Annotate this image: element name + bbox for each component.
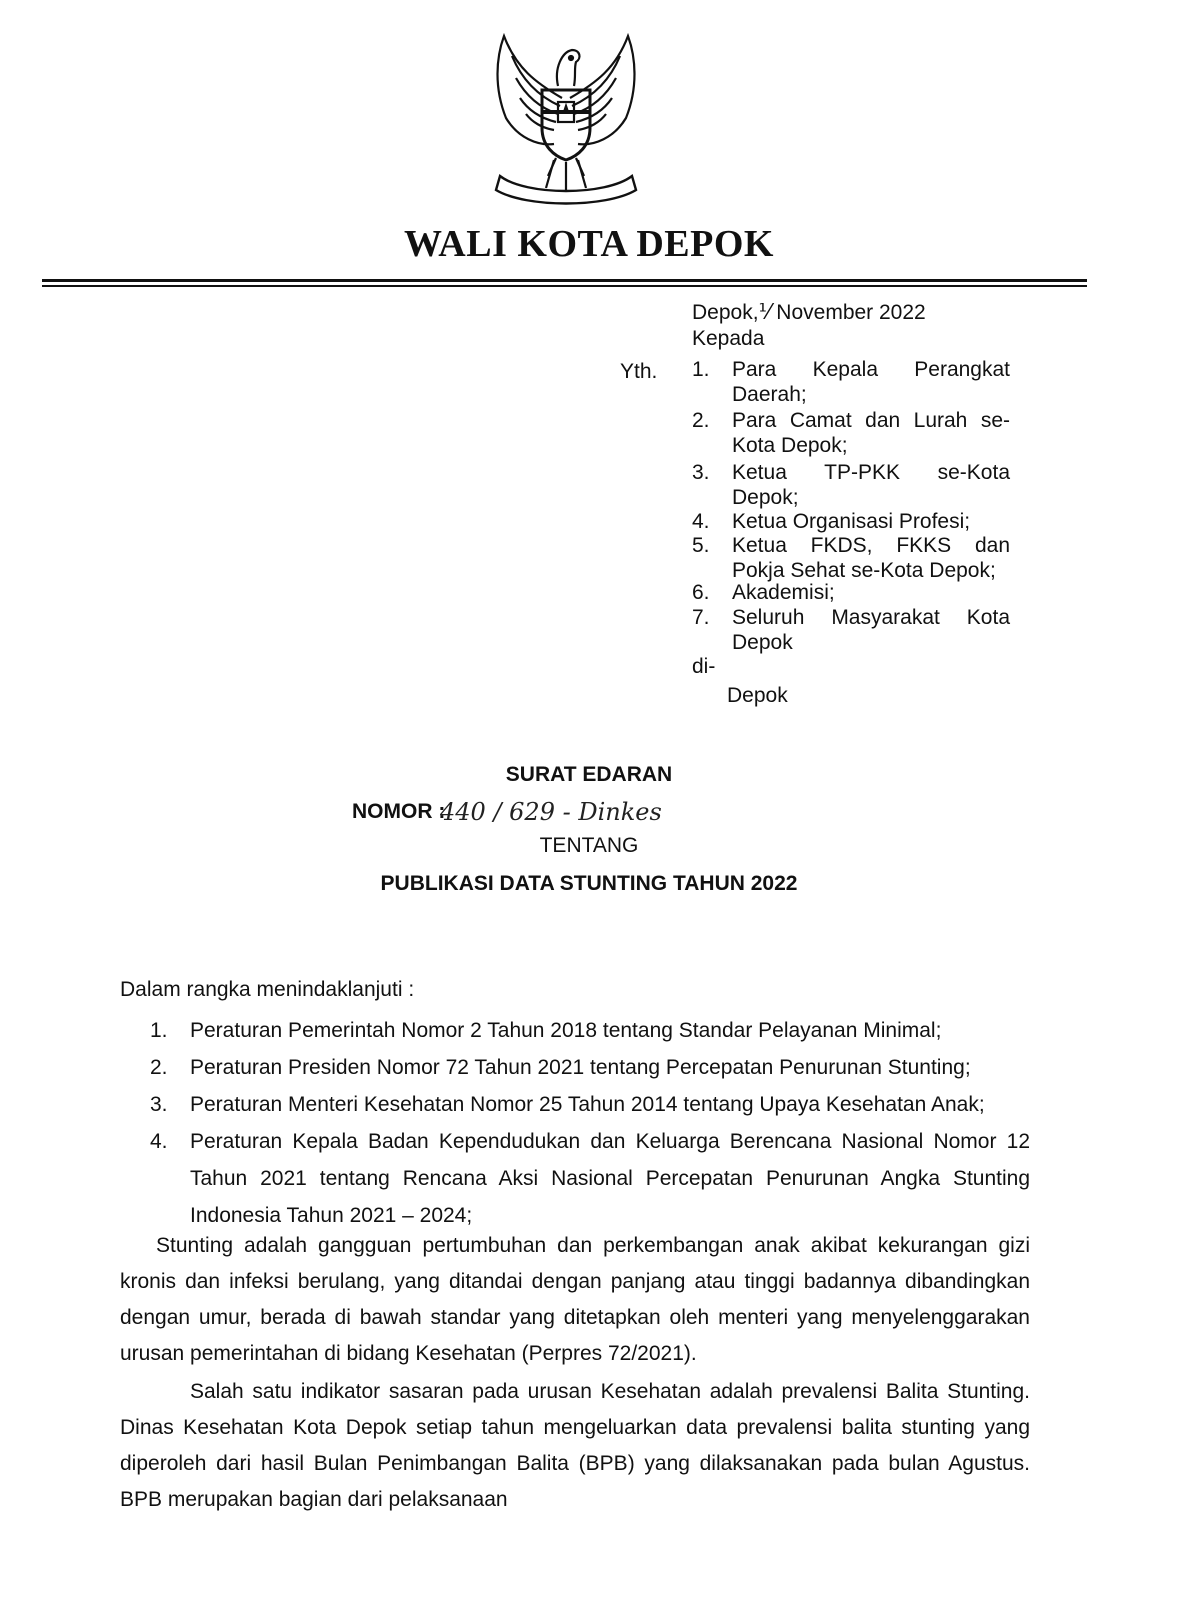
recipient-4 bbox=[692, 509, 1010, 534]
yth-label: Yth. bbox=[620, 360, 658, 383]
reference-number: 3. bbox=[150, 1093, 168, 1116]
recipient-line: Para Kepala Perangkat bbox=[732, 358, 1010, 381]
recipient-5 bbox=[692, 533, 1010, 583]
recipient-6 bbox=[692, 580, 1010, 605]
recipient-7 bbox=[692, 605, 1010, 655]
recipient-line: Daerah; bbox=[732, 383, 807, 406]
reference-list bbox=[150, 1012, 1030, 1234]
reference-text: Peraturan Pemerintah Nomor 2 Tahun 2018 tentang Standar Pelayanan Minimal; bbox=[190, 1019, 942, 1042]
recipient-number: 6. bbox=[692, 581, 710, 604]
recipient-line: Depok; bbox=[732, 486, 799, 509]
paragraph-text: Salah satu indikator sasaran pada urusan Kesehatan adalah prevalensi Balita Stunting. Dinas Kesehatan Kota Depok setiap tahun mengeluarkan data prevalensi balita stunting yang diperoleh dari hasil Bulan Penimbangan Balita (BPB) yang dilaksanakan pada bulan Agustus. BPB merupakan bagian dari pelaksanaan bbox=[120, 1380, 1030, 1511]
reference-item bbox=[150, 1012, 1030, 1049]
recipient-2 bbox=[692, 408, 1010, 458]
recipient-line: Para Camat dan Lurah se- bbox=[732, 409, 1010, 432]
nomor-label: NOMOR : bbox=[352, 800, 446, 823]
garuda-emblem-icon bbox=[476, 28, 656, 208]
recipient-line: Ketua TP-PKK se-Kota bbox=[732, 461, 1010, 484]
recipient-number: 1. bbox=[692, 358, 710, 381]
letter-subject: PUBLIKASI DATA STUNTING TAHUN 2022 bbox=[380, 872, 798, 895]
reference-item bbox=[150, 1123, 1030, 1234]
page-title: WALI KOTA DEPOK bbox=[404, 223, 774, 265]
reference-text: Peraturan Kepala Badan Kependudukan dan Keluarga Berencana Nasional Nomor 12 Tahun 2021 tentang Rencana Aksi Nasional Percepatan Penurunan Angka Stunting Indonesia Tahun 2021 – 2024; bbox=[190, 1130, 1030, 1227]
header-divider-thick bbox=[42, 279, 1087, 282]
recipient-line: Ketua Organisasi Profesi; bbox=[732, 510, 971, 533]
recipient-line: Akademisi; bbox=[732, 581, 835, 604]
reference-item bbox=[150, 1049, 1030, 1086]
recipient-number: 3. bbox=[692, 461, 710, 484]
reference-number: 4. bbox=[150, 1130, 168, 1153]
recipient-line: Depok bbox=[732, 631, 793, 654]
intro-text: Dalam rangka menindaklanjuti : bbox=[120, 978, 415, 1001]
place-date: Depok,⅟ November 2022 bbox=[692, 301, 926, 324]
di-label: di- bbox=[692, 655, 716, 678]
recipient-line: Kota Depok; bbox=[732, 434, 848, 457]
reference-number: 1. bbox=[150, 1019, 168, 1042]
reference-number: 2. bbox=[150, 1056, 168, 1079]
paragraph-indicator bbox=[120, 1374, 1030, 1518]
recipient-3 bbox=[692, 460, 1010, 510]
recipient-line: Ketua FKDS, FKKS dan bbox=[732, 534, 1010, 557]
letter-heading: SURAT EDARAN bbox=[505, 763, 673, 786]
header-divider-thin bbox=[42, 285, 1087, 287]
recipient-line: Pokja Sehat se-Kota Depok; bbox=[732, 559, 996, 582]
nomor-handwritten: 440 / 629 - Dinkes bbox=[440, 798, 662, 826]
recipient-number: 2. bbox=[692, 409, 710, 432]
recipient-1 bbox=[692, 357, 1010, 407]
recipient-number: 7. bbox=[692, 606, 710, 629]
reference-item bbox=[150, 1086, 1030, 1123]
tentang-label: TENTANG bbox=[539, 834, 639, 857]
recipient-line: Seluruh Masyarakat Kota bbox=[732, 606, 1010, 629]
reference-text: Peraturan Presiden Nomor 72 Tahun 2021 tentang Percepatan Penurunan Stunting; bbox=[190, 1056, 971, 1079]
destination-city: Depok bbox=[727, 684, 788, 707]
paragraph-text: Stunting adalah gangguan pertumbuhan dan perkembangan anak akibat kekurangan gizi kronis dan infeksi berulang, yang ditandai dengan panjang atau tinggi badannya dibandingkan dengan umur, berada di bawah standar yang ditetapkan oleh menteri yang menyelenggarakan urusan pemerintahan di bidang Kesehatan (Perpres 72/2021). bbox=[120, 1234, 1030, 1365]
recipient-number: 4. bbox=[692, 510, 710, 533]
recipient-number: 5. bbox=[692, 534, 710, 557]
reference-text: Peraturan Menteri Kesehatan Nomor 25 Tahun 2014 tentang Upaya Kesehatan Anak; bbox=[190, 1093, 985, 1116]
paragraph-stunting-definition bbox=[120, 1228, 1030, 1372]
to-label: Kepada bbox=[692, 327, 765, 350]
